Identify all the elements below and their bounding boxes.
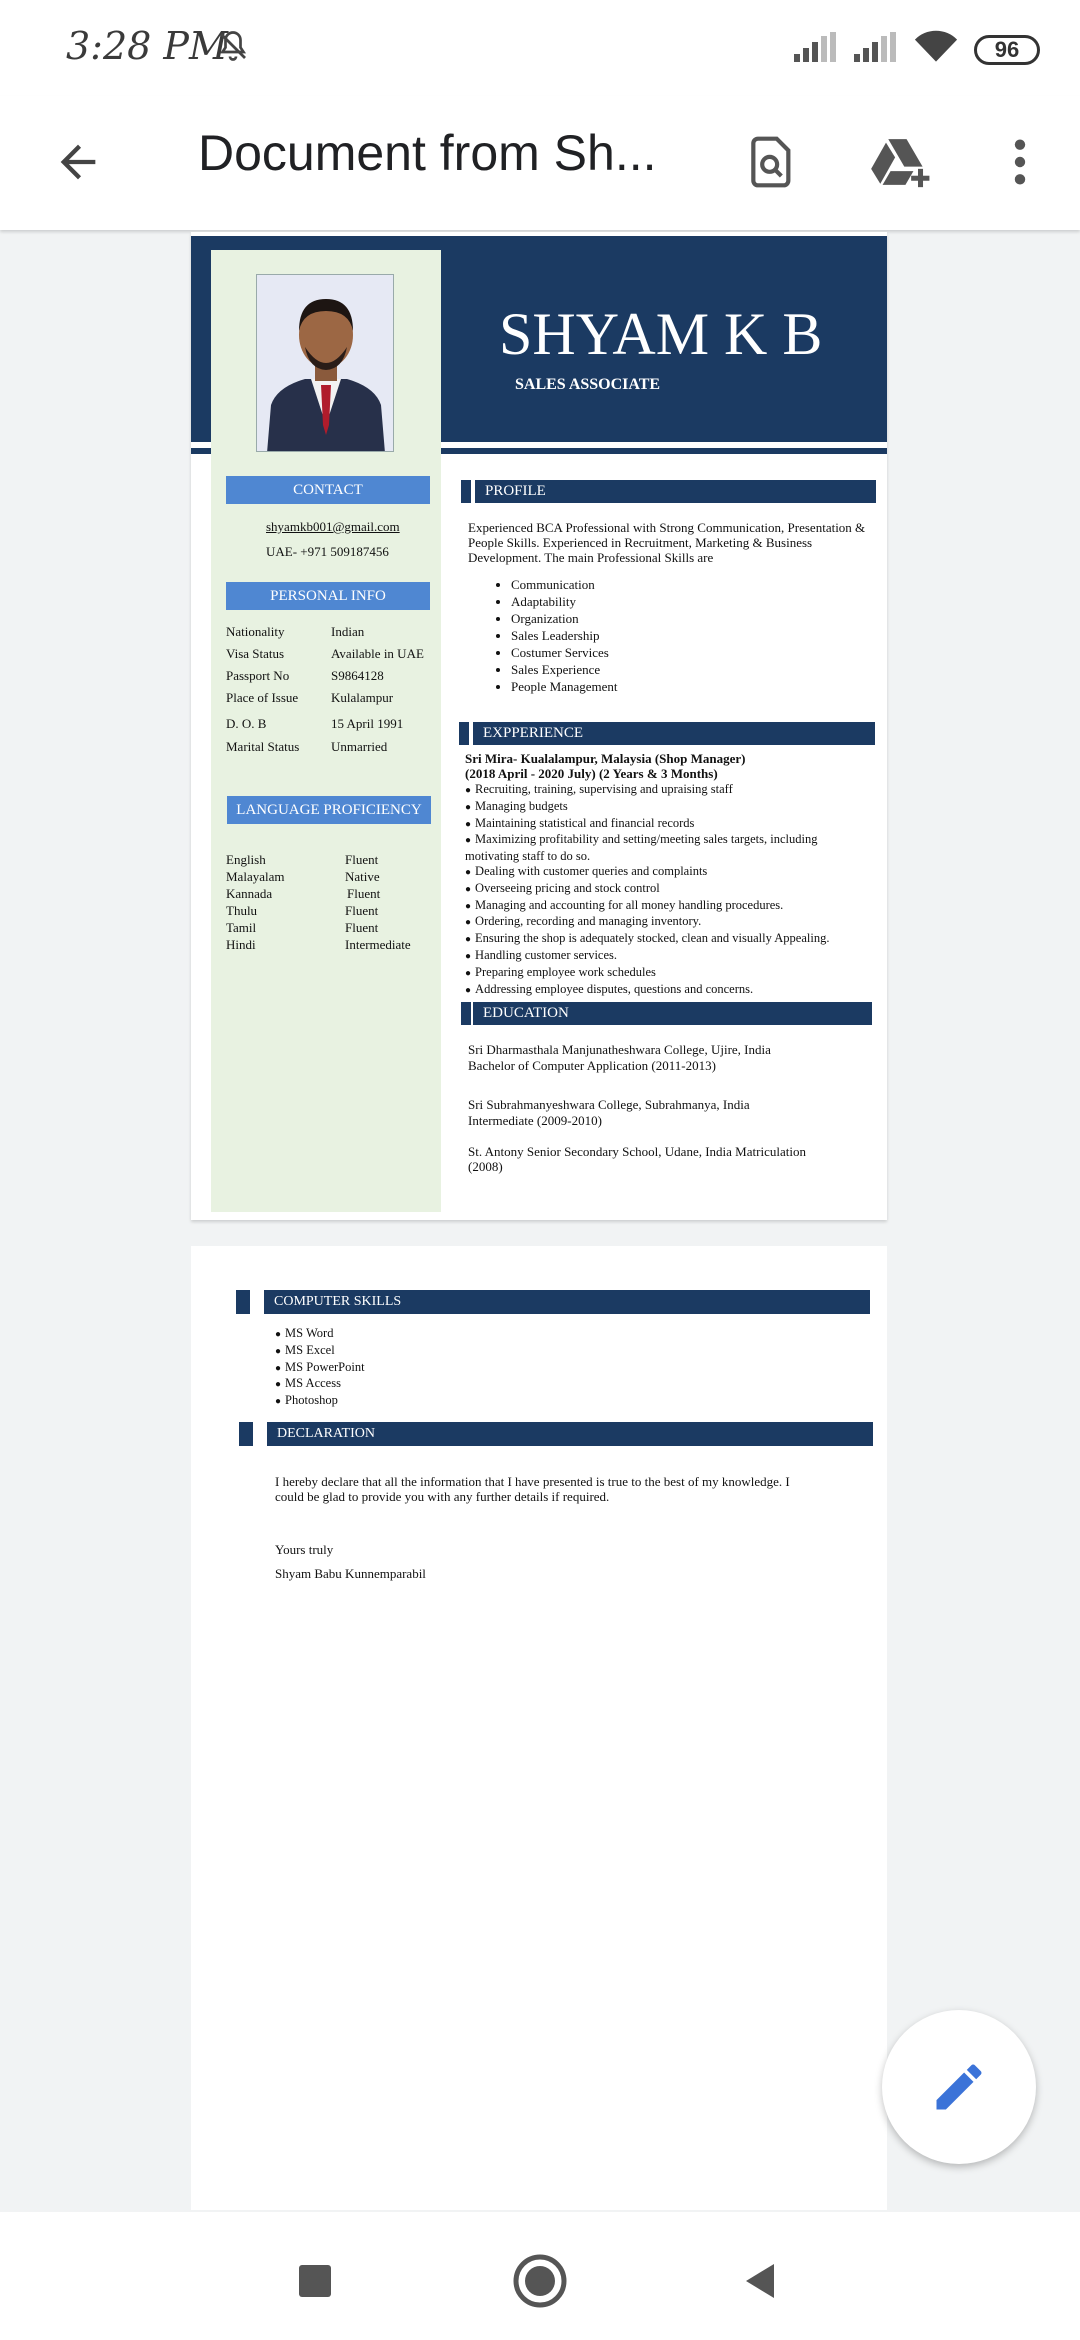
education-entry: Bachelor of Computer Application (2011-2013) (468, 1058, 716, 1073)
list-item: ● Dealing with customer queries and complaints (465, 864, 865, 881)
skills-list (489, 576, 618, 695)
personal-value: S9864128 (331, 668, 384, 683)
profile-summary: Experienced BCA Professional with Strong Communication, Presentation & People Skills. Experienced in Recruitment, Marketing & Business Development. The main Professional Skills are (468, 520, 866, 565)
app-bar (0, 96, 1080, 230)
battery-indicator: 96 (974, 35, 1040, 65)
personal-label: Nationality (226, 624, 285, 639)
email-link[interactable]: shyamkb001@gmail.com (266, 519, 400, 534)
declaration-heading: DECLARATION (267, 1422, 873, 1446)
contact-heading: CONTACT (226, 476, 430, 504)
language-name: English (226, 852, 266, 867)
list-item: ● MS Excel (275, 1343, 365, 1360)
list-item: • Communication (511, 576, 618, 593)
personal-label: Passport No (226, 668, 290, 683)
list-item: • Sales Experience (511, 661, 618, 678)
list-item: • Adaptability (511, 593, 618, 610)
profile-photo (256, 274, 394, 452)
language-name: Tamil (226, 920, 257, 935)
drive-add-icon (870, 134, 934, 190)
list-item: ● Recruiting, training, supervising and upraising staff (465, 782, 865, 799)
status-bar (0, 0, 1080, 96)
list-item: ● MS Word (275, 1326, 365, 1343)
document-title: Document from Sh... (198, 125, 657, 181)
language-level: Fluent (345, 852, 379, 867)
language-level: Fluent (345, 920, 379, 935)
find-in-document-button[interactable] (730, 120, 814, 204)
document-page-2 (191, 1246, 887, 2210)
language-heading: LANGUAGE PROFICIENCY (227, 796, 431, 824)
document-page-1 (191, 232, 887, 1220)
language-name: Malayalam (226, 869, 285, 884)
computer-skills-list (275, 1326, 365, 1410)
list-item: ● Photoshop (275, 1393, 365, 1410)
recents-button[interactable] (280, 2246, 350, 2316)
language-level: Fluent (347, 886, 381, 901)
list-item: • Organization (511, 610, 618, 627)
personal-value: Available in UAE (331, 646, 424, 661)
signal-icon (794, 32, 838, 67)
personal-value: Kulalampur (331, 690, 394, 705)
job-period: (2018 April - 2020 July) (2 Years & 3 Months) (465, 766, 718, 781)
resume-name: SHYAM K B (499, 301, 823, 367)
education-heading: EDUCATION (473, 1002, 872, 1025)
list-item: ● Addressing employee disputes, questions and concerns. (465, 982, 865, 999)
experience-heading: EXPPERIENCE (473, 722, 875, 745)
navigation-bar (0, 2212, 1080, 2340)
language-level: Native (345, 869, 380, 884)
list-item: ● Managing and accounting for all money handling procedures. (465, 898, 865, 915)
list-item: • People Management (511, 678, 618, 695)
language-level: Fluent (345, 903, 379, 918)
language-name: Thulu (226, 903, 258, 918)
computer-skills-heading: COMPUTER SKILLS (264, 1290, 870, 1314)
list-item: • Sales Leadership (511, 627, 618, 644)
profile-heading: PROFILE (475, 480, 876, 503)
square-icon (298, 2264, 332, 2298)
list-item: ● Maximizing profitability and setting/meeting sales targets, including motivating staff to do so. (465, 832, 865, 864)
back-nav-button[interactable] (725, 2246, 795, 2316)
list-item: ● Maintaining statistical and financial records (465, 816, 865, 833)
language-name: Hindi (226, 937, 256, 952)
pencil-icon (929, 2057, 989, 2117)
wifi-icon (914, 30, 958, 69)
arrow-back-icon (52, 136, 104, 188)
list-item: ● Preparing employee work schedules (465, 965, 865, 982)
triangle-back-icon (740, 2261, 780, 2301)
more-vert-icon (1010, 136, 1030, 188)
signature: Shyam Babu Kunnemparabil (275, 1566, 426, 1581)
list-item: ● Overseeing pricing and stock control (465, 881, 865, 898)
back-button[interactable] (36, 120, 120, 204)
list-item: ● Handling customer services. (465, 948, 865, 965)
more-options-button[interactable] (978, 120, 1062, 204)
resume-role: SALES ASSOCIATE (515, 376, 661, 393)
bell-off-icon (215, 28, 251, 69)
duties-list (465, 782, 865, 998)
list-item: ● Ensuring the shop is adequately stocked, clean and visually Appealing. (465, 931, 865, 948)
personal-label: Place of Issue (226, 690, 299, 705)
edit-button[interactable] (882, 2010, 1036, 2164)
job-company: Sri Mira- Kualalampur, Malaysia (Shop Manager) (465, 751, 746, 766)
home-circle-icon (512, 2253, 568, 2309)
education-entry: St. Antony Senior Secondary School, Udane, India Matriculation (468, 1144, 806, 1159)
clock: 3:28 PM (66, 24, 228, 68)
personal-label: D. O. B (226, 716, 267, 731)
list-item: • Costumer Services (511, 644, 618, 661)
education-entry: Sri Dharmasthala Manjunatheshwara College, Ujire, India (468, 1042, 771, 1057)
signal-icon (854, 32, 898, 67)
home-button[interactable] (505, 2246, 575, 2316)
list-item: ● Managing budgets (465, 799, 865, 816)
personal-value: 15 April 1991 (331, 716, 404, 731)
language-name: Kannada (226, 886, 273, 901)
personal-value: Unmarried (331, 739, 388, 754)
education-entry: (2008) (468, 1159, 503, 1174)
phone-number: UAE- +971 509187456 (266, 544, 389, 559)
closing: Yours truly (275, 1542, 334, 1557)
education-entry: Intermediate (2009-2010) (468, 1113, 602, 1128)
personal-info-heading: PERSONAL INFO (226, 582, 430, 610)
personal-value: Indian (331, 624, 365, 639)
list-item: ● MS Access (275, 1376, 365, 1393)
declaration-text: I hereby declare that all the information that I have presented is true to the best of my knowledge. I could be glad to provide you with any further details if required. (275, 1474, 790, 1504)
personal-label: Visa Status (226, 646, 285, 661)
list-item: ● MS PowerPoint (275, 1360, 365, 1377)
education-entry: Sri Subrahmanyeshwara College, Subrahmanya, India (468, 1097, 750, 1112)
language-level: Intermediate (345, 937, 411, 952)
add-to-drive-button[interactable] (860, 120, 944, 204)
list-item: ● Ordering, recording and managing inventory. (465, 914, 865, 931)
personal-label: Marital Status (226, 739, 300, 754)
document-search-icon (744, 134, 800, 190)
